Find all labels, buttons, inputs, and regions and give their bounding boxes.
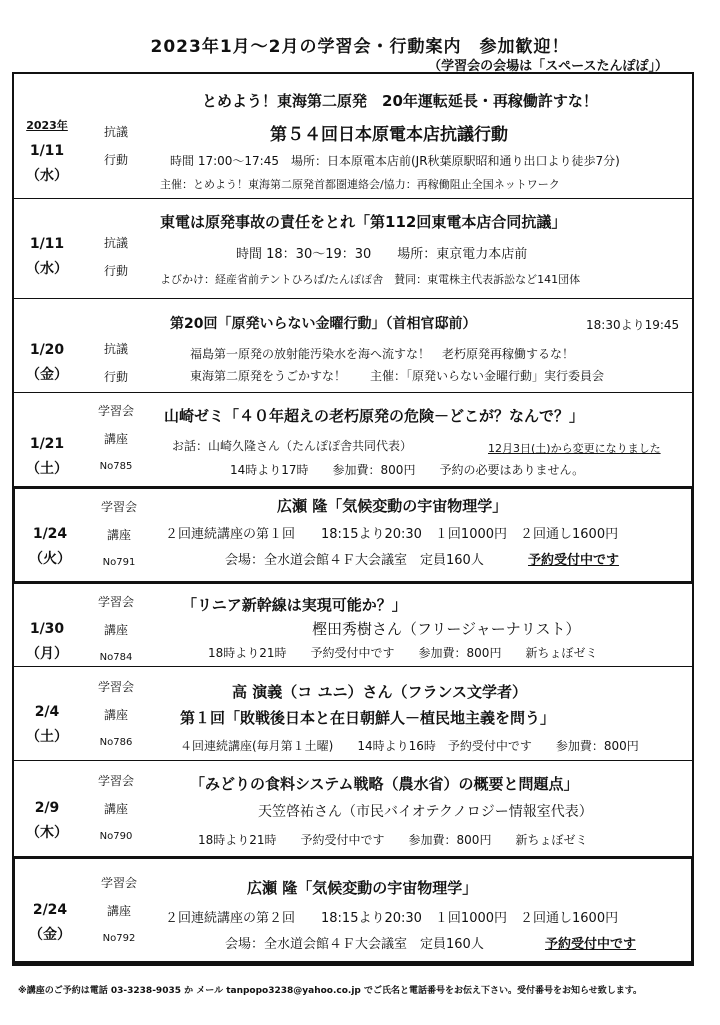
event-row	[12, 392, 694, 486]
event-date-block	[12, 229, 82, 279]
event-row	[12, 666, 694, 760]
event-category	[84, 767, 148, 851]
category-label: 学習会	[100, 876, 137, 890]
event-slogan: とめよう！東海第二原発 20年運転延長・再稼働許すな！	[202, 92, 598, 110]
event-row	[12, 74, 694, 198]
event-date: 1/20	[29, 342, 65, 358]
category-label: 講座	[106, 528, 131, 542]
lecture-number: No784	[99, 652, 133, 663]
event-title: 「リニア新幹線は実現可能か？」	[182, 596, 407, 614]
event-row	[12, 298, 694, 392]
event-date: 1/11	[29, 236, 65, 252]
event-date: 1/30	[29, 621, 65, 637]
event-speaker: お話：山崎久隆さん（たんぽぽ舎共同代表）	[172, 439, 413, 453]
event-date: 2/9	[34, 800, 60, 816]
event-detail: ４回連続講座(毎月第１土曜) 14時より16時 予約受付中です 参加費：800円	[180, 739, 639, 753]
event-row-highlighted	[12, 486, 694, 584]
category-label: 講座	[103, 432, 128, 446]
event-title: 第20回「原発いらない金曜行動」（首相官邸前）	[170, 316, 477, 332]
event-year: 2023年	[26, 119, 68, 132]
event-title: 第１回「敗戦後日本と在日朝鮮人－植民地主義を問う」	[180, 709, 556, 727]
category-label: 学習会	[97, 774, 134, 788]
event-title: 広瀬 隆「気候変動の宇宙物理学」	[277, 497, 508, 515]
event-date-block	[12, 793, 82, 843]
event-speaker: 高 演義（コ ユニ）さん（フランス文学者）	[232, 683, 527, 701]
event-detail: 時間 17:00～17:45 場所：日本原電本店前(JR秋葉原駅昭和通り出口より徒歩7分)	[170, 154, 620, 168]
event-row	[12, 584, 694, 666]
lecture-number: No791	[102, 557, 136, 568]
event-date-block	[12, 429, 82, 479]
event-category	[84, 118, 148, 174]
event-detail: ２回連続講座の第１回 18:15より20:30 １回1000円 ２回通し1600円	[165, 527, 619, 542]
event-date: 1/24	[32, 526, 68, 542]
reservation-status: 予約受付中です	[545, 937, 637, 952]
category-label: 抗議	[103, 236, 128, 250]
category-label: 学習会	[97, 595, 134, 609]
event-date: 1/11	[29, 143, 65, 159]
category-label: 講座	[103, 802, 128, 816]
event-detail: 18時より21時 予約受付中です 参加費：800円 新ちょぼゼミ	[198, 833, 588, 847]
event-weekday: （月）	[26, 646, 68, 662]
page-title: 2023年1月～2月の学習会・行動案内 参加歓迎！	[150, 37, 570, 57]
event-detail: よびかけ：経産省前テントひろば/たんぽぽ舎 賛同：東電株主代表訴訟など141団体	[160, 273, 581, 286]
event-category	[84, 673, 148, 757]
event-venue: 会場：全水道会館４Ｆ大会議室 定員160人	[225, 553, 484, 568]
event-weekday: （水）	[26, 168, 68, 184]
event-detail: 18時より21時 予約受付中です 参加費：800円 新ちょぼゼミ	[208, 646, 598, 660]
reservation-status: 予約受付中です	[528, 553, 620, 568]
event-row	[12, 198, 694, 298]
event-weekday: （火）	[29, 551, 71, 567]
category-label: 抗議	[103, 125, 128, 139]
event-speaker: 樫田秀樹さん（フリージャーナリスト）	[312, 620, 581, 638]
category-label: 抗議	[103, 342, 128, 356]
event-weekday: （土）	[26, 729, 68, 745]
event-weekday: （水）	[26, 261, 68, 277]
event-title: 広瀬 隆「気候変動の宇宙物理学」	[247, 879, 478, 897]
event-venue: 会場：全水道会館４Ｆ大会議室 定員160人	[225, 937, 484, 952]
event-title: 東電は原発事故の責任をとれ「第112回東電本店合同抗議」	[160, 213, 567, 231]
lecture-number: No785	[99, 461, 133, 472]
page-subtitle: （学習会の会場は「スペースたんぽぽ」）	[428, 59, 668, 74]
event-detail: 福島第一原発の放射能汚染水を海へ流すな！ 老朽原発再稼働するな！	[190, 347, 575, 361]
event-title: 「みどりの食料システム戦略（農水省）の概要と問題点」	[190, 775, 579, 793]
event-date-block	[12, 335, 82, 385]
footer-note: ※講座のご予約は電話 03-3238-9035 か メール tanpopo3238@yahoo.co.jp でご氏名と電話番号をお伝え下さい。受付番号をお知らせ致します。	[18, 986, 643, 996]
lecture-number: No786	[99, 737, 133, 748]
event-weekday: （金）	[29, 927, 71, 943]
event-category	[87, 493, 151, 577]
event-time: 18:30より19:45	[586, 318, 680, 332]
event-date: 1/21	[29, 436, 65, 452]
event-category	[87, 869, 151, 953]
event-date-block	[12, 116, 82, 186]
category-label: 行動	[103, 370, 128, 384]
category-label: 行動	[103, 264, 128, 278]
event-category	[84, 229, 148, 285]
event-category	[84, 335, 148, 391]
category-label: 学習会	[97, 680, 134, 694]
event-date-block	[15, 895, 85, 945]
event-title: 山崎ゼミ「４０年超えの老朽原発の危険－どこが？なんで？」	[164, 407, 585, 425]
event-weekday: （金）	[26, 367, 68, 383]
event-date: 2/24	[32, 902, 68, 918]
event-date-block	[15, 519, 85, 569]
event-detail: 14時より17時 参加費：800円 予約の必要はありません。	[230, 463, 585, 477]
event-speaker: 天笠啓祐さん（市民バイオテクノロジー情報室代表）	[258, 804, 593, 820]
event-title: 第５４回日本原電本店抗議行動	[270, 125, 508, 145]
category-label: 講座	[106, 904, 131, 918]
category-label: 学習会	[97, 404, 134, 418]
event-date-block	[12, 697, 82, 747]
category-label: 講座	[103, 708, 128, 722]
event-weekday: （木）	[26, 825, 68, 841]
category-label: 学習会	[100, 500, 137, 514]
event-detail: 時間 18：30～19：30 場所：東京電力本店前	[236, 247, 528, 262]
lecture-number: No790	[99, 831, 133, 842]
lecture-number: No792	[102, 933, 136, 944]
event-date: 2/4	[34, 704, 60, 720]
event-row-highlighted	[12, 856, 694, 964]
category-label: 行動	[103, 153, 128, 167]
event-date-block	[12, 614, 82, 664]
event-detail: 東海第二原発をうごかすな！ 主催：「原発いらない金曜行動」実行委員会	[190, 369, 605, 383]
category-label: 講座	[103, 623, 128, 637]
event-category	[84, 588, 148, 672]
event-note: 12月3日(土)から変更になりました	[488, 442, 661, 455]
event-category	[84, 397, 148, 481]
event-detail: 主催：とめよう！東海第二原発首都圏連絡会/協力：再稼働阻止全国ネットワーク	[160, 178, 560, 191]
event-row	[12, 760, 694, 856]
event-detail: ２回連続講座の第２回 18:15より20:30 １回1000円 ２回通し1600円	[165, 911, 619, 926]
event-weekday: （土）	[26, 461, 68, 477]
